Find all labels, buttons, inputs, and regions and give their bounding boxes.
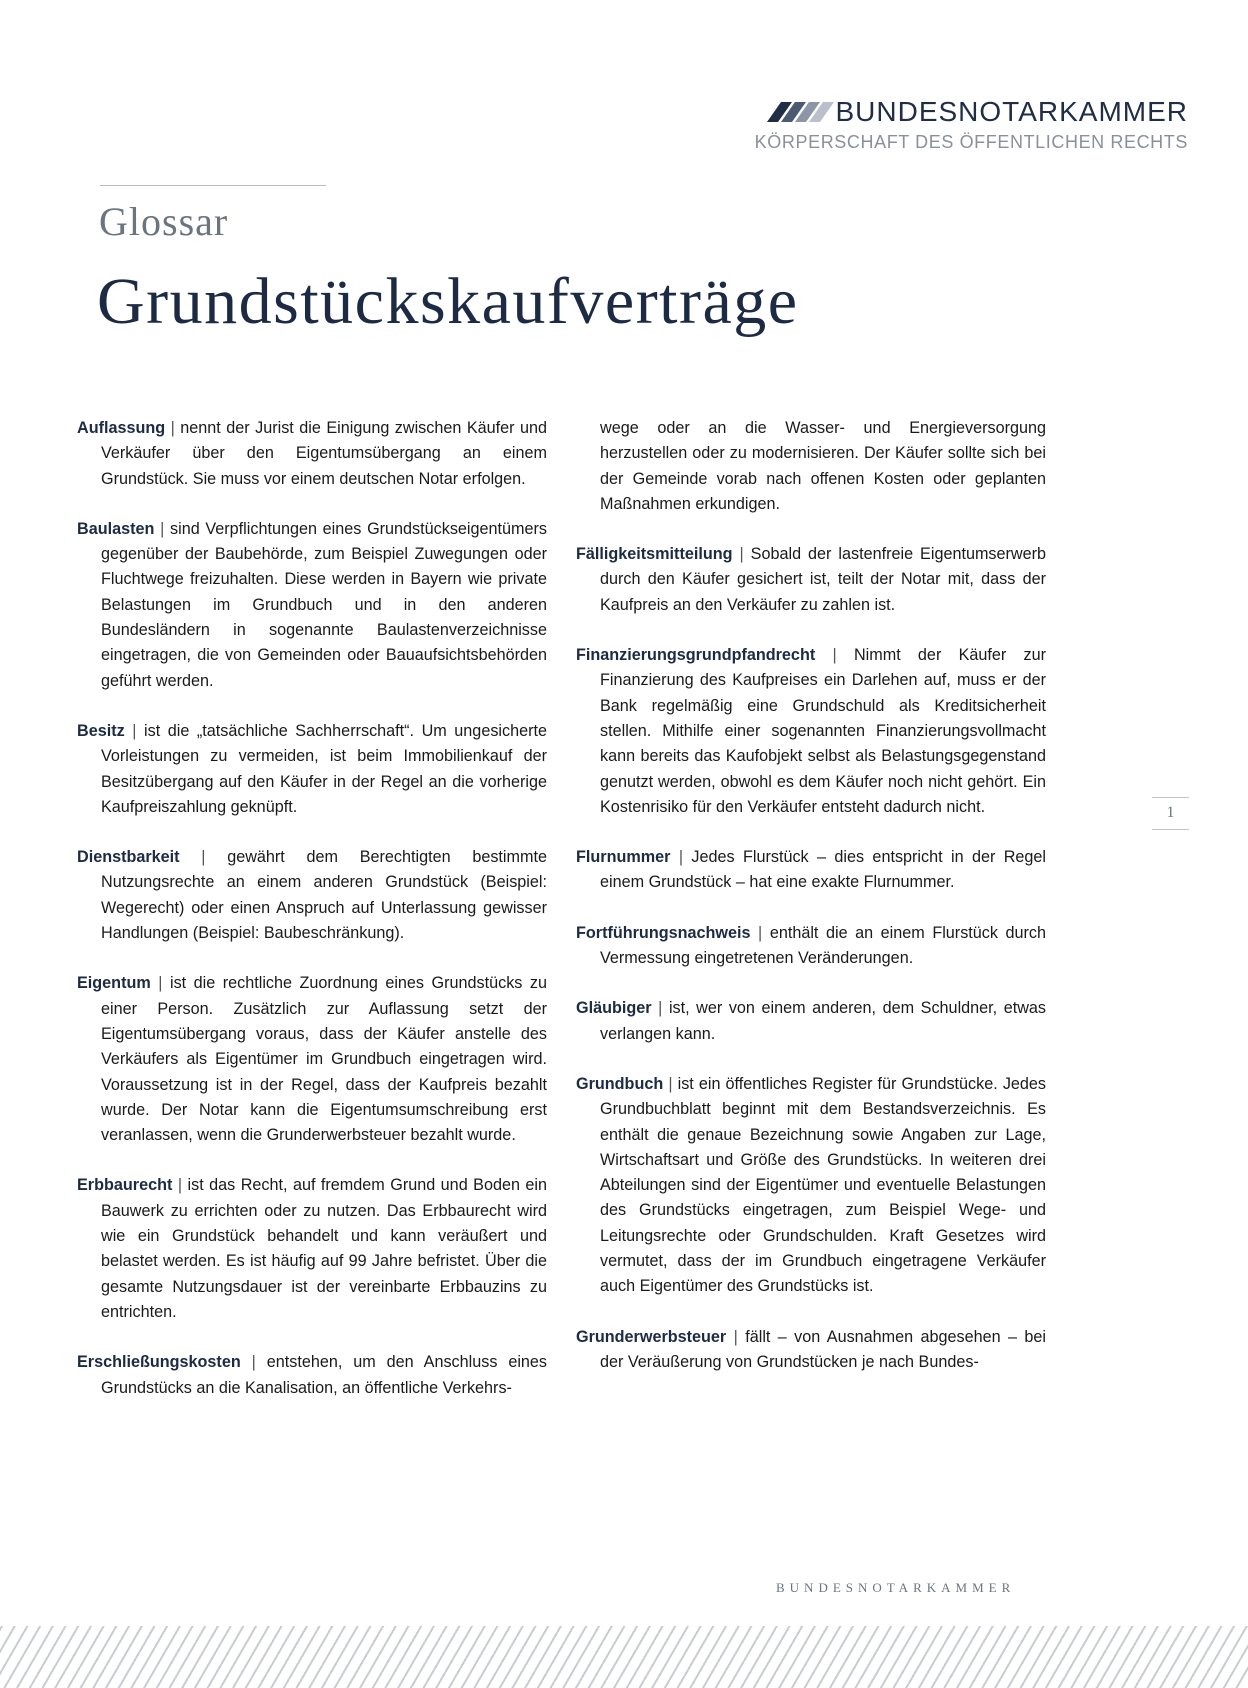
page-subtitle: Glossar bbox=[99, 199, 229, 244]
glossary-definition: Nimmt der Käufer zur Finanzierung des Kaufpreises ein Darlehen auf, muss er der Bank regelmäßig eine Grundschuld als Kreditsicherheit stellen. Mithilfe einer sogenannten Finanzierungsvollmacht kann bereits das Kaufobjekt selbst als Belastungsgegenstand genutzt werden, obwohl es dem Käufer noch nicht gehört. Ein Kostenrisiko für den Verkäufer entsteht dadurch nicht. bbox=[600, 646, 1046, 816]
glossary-definition: ist, wer von einem anderen, dem Schuldner, etwas verlangen kann. bbox=[600, 999, 1047, 1043]
logo-subtitle: KÖRPERSCHAFT DES ÖFFENTLICHEN RECHTS bbox=[754, 132, 1188, 152]
footer-brand: BUNDESNOTARKAMMER bbox=[776, 1580, 1016, 1595]
glossary-definition: entstehen, um den Anschluss eines Grundstücks an die Kanalisation, an öffentliche Verkehrs- bbox=[101, 1353, 548, 1397]
term-separator: | bbox=[251, 1353, 256, 1372]
logo-stripes-icon bbox=[774, 102, 827, 122]
glossary-column-right bbox=[576, 416, 1046, 1400]
term-separator: | bbox=[668, 1074, 673, 1093]
footer-hatch-pattern bbox=[0, 1626, 1248, 1688]
glossary-entry bbox=[576, 643, 1046, 820]
glossary-entry bbox=[77, 719, 547, 820]
glossary-definition: nennt der Jurist die Einigung zwischen Käufer und Verkäufer über den Eigentumsübergang an einem Grundstück. Sie muss vor einem deutschen Notar erfolgen. bbox=[101, 419, 547, 488]
glossary-definition: ist das Recht, auf fremdem Grund und Boden ein Bauwerk zu errichten oder zu nutzen. Das Erbbaurecht wird wie ein Grundstück behandelt und kann veräußert und belastet werden. Es ist häufig auf 99 Jahre befristet. Über die gesamte Nutzungsdauer ist der vereinbarte Erbbauzins zu entrichten. bbox=[101, 1176, 548, 1321]
glossary-term: Eigentum bbox=[77, 974, 151, 993]
glossary-column-left bbox=[77, 416, 547, 1426]
logo bbox=[748, 96, 1188, 153]
glossary-definition: sind Verpflichtungen eines Grundstückseigentümers gegenüber der Baubehörde, zum Beispiel Zuwegungen oder Fluchtwege freizuhalten. Diese werden in Bayern wie private Belastungen im Grundbuch und in den anderen Bundesländern in sogenannte Baulastenverzeichnisse eingetragen, die von Gemeinden oder Bauaufsichtsbehörden geführt werden. bbox=[101, 519, 548, 690]
glossary-term: Fortführungsnachweis bbox=[576, 923, 751, 942]
glossary-term: Erbbaurecht bbox=[77, 1176, 173, 1195]
term-separator: | bbox=[832, 646, 837, 665]
term-separator: | bbox=[658, 999, 663, 1018]
logo-row bbox=[748, 96, 1188, 128]
term-separator: | bbox=[177, 1176, 183, 1195]
glossary-entry bbox=[77, 845, 547, 946]
title-divider bbox=[100, 185, 326, 186]
logo-name: BUNDESNOTARKAMMER bbox=[835, 96, 1188, 127]
glossary-definition: enthält die an einem Flurstück durch Vermessung eingetretenen Veränderungen. bbox=[600, 923, 1047, 968]
page-number-marker bbox=[1152, 797, 1189, 830]
term-separator: | bbox=[758, 923, 763, 942]
glossary-definition: Sobald der lastenfreie Eigentumserwerb durch den Käufer gesichert ist, teilt der Notar mit, dass der Kaufpreis an den Verkäufer zu zahlen ist. bbox=[600, 545, 1047, 614]
glossary-definition: ist die „tatsächliche Sachherrschaft“. Um ungesicherte Vorleistungen zu vermeiden, ist beim Immobilienkauf der Besitzübergang auf den Käufer in der Regel an die vorherige Kaufpreiszahlung geknüpft. bbox=[101, 721, 547, 816]
term-separator: | bbox=[678, 848, 684, 867]
glossary-entry bbox=[77, 416, 547, 492]
glossary-entry bbox=[77, 1173, 547, 1325]
glossary-term: Fälligkeitsmitteilung bbox=[576, 545, 733, 564]
glossary-term: Baulasten bbox=[77, 519, 155, 538]
term-separator: | bbox=[160, 519, 165, 538]
page-number-rule bbox=[1152, 829, 1189, 830]
page-number: 1 bbox=[1166, 804, 1175, 821]
glossary-entry bbox=[576, 1072, 1046, 1300]
glossary-entry bbox=[576, 845, 1046, 896]
glossary-term: Grunderwerbsteuer bbox=[576, 1327, 727, 1346]
glossary-term: Finanzierungsgrundpfandrecht bbox=[576, 646, 816, 665]
glossary-entry-continuation: wege oder an die Wasser- und Energieversorgung herzustellen oder zu modernisieren. Der Käufer sollte sich bei der Gemeinde vorab nach offenen Kosten oder geplanten Maßnahmen erkundigen. bbox=[600, 419, 1046, 513]
glossary-term: Erschließungskosten bbox=[77, 1353, 241, 1372]
glossary-term: Auflassung bbox=[77, 419, 166, 437]
glossary-entry bbox=[576, 1325, 1046, 1376]
page-title: Grundstückskaufverträge bbox=[97, 265, 799, 338]
glossary-term: Gläubiger bbox=[576, 999, 652, 1018]
glossary-term: Besitz bbox=[77, 721, 125, 740]
term-separator: | bbox=[170, 419, 175, 437]
glossary-entry bbox=[77, 517, 547, 694]
glossary-definition: ist die rechtliche Zuordnung eines Grundstücks zu einer Person. Zusätzlich zur Auflassung setzt der Eigentumsübergang voraus, dass der Käufer anstelle des Verkäufers als Eigentümer im Grundbuch eingetragen wird. Voraussetzung ist in der Regel, dass der Kaufpreis bezahlt wurde. Der Notar kann die Eigentumsumschreibung erst veranlassen, wenn die Grunderwerbsteuer bezahlt wurde. bbox=[101, 974, 547, 1145]
glossary-entry bbox=[576, 921, 1046, 972]
glossary-term: Dienstbarkeit bbox=[77, 848, 180, 867]
glossary-entry bbox=[77, 971, 547, 1148]
glossary-entry bbox=[576, 542, 1046, 618]
glossary-definition: gewährt dem Berechtigten bestimmte Nutzungsrechte an einem anderen Grundstück (Beispiel: Wegerecht) oder einen Anspruch auf Unterlassung gewisser Handlungen (Beispiel: Baubeschränkung). bbox=[101, 848, 547, 943]
term-separator: | bbox=[158, 974, 163, 993]
glossary-term: Grundbuch bbox=[576, 1074, 664, 1093]
glossary-term: Flurnummer bbox=[576, 848, 671, 867]
glossary-entry bbox=[576, 996, 1046, 1047]
term-separator: | bbox=[132, 721, 137, 740]
glossary-definition: fällt – von Ausnahmen abgesehen – bei der Veräußerung von Grundstücken je nach Bundes- bbox=[600, 1327, 1047, 1371]
glossary-definition: Jedes Flurstück – dies entspricht in der Regel einem Grundstück – hat eine exakte Flurnummer. bbox=[600, 848, 1047, 892]
glossary-definition: ist ein öffentliches Register für Grundstücke. Jedes Grundbuchblatt beginnt mit dem Bestandsverzeichnis. Es enthält die genaue Bezeichnung sowie Angaben zur Lage, Wirtschaftsart und Größe des Grundstücks. In weiteren drei Abteilungen sind der Eigentümer und eventuelle Belastungen des Grundstücks eingetragen, zum Beispiel Wege- und Leitungsrechte oder Grundschulden. Kraft Gesetzes wird vermutet, dass der im Grundbuch eingetragene Verkäufer auch Eigentümer des Grundstücks ist. bbox=[600, 1074, 1047, 1296]
term-separator: | bbox=[733, 1327, 738, 1346]
term-separator: | bbox=[201, 848, 206, 867]
glossary-entry bbox=[77, 1350, 547, 1401]
term-separator: | bbox=[739, 545, 744, 564]
